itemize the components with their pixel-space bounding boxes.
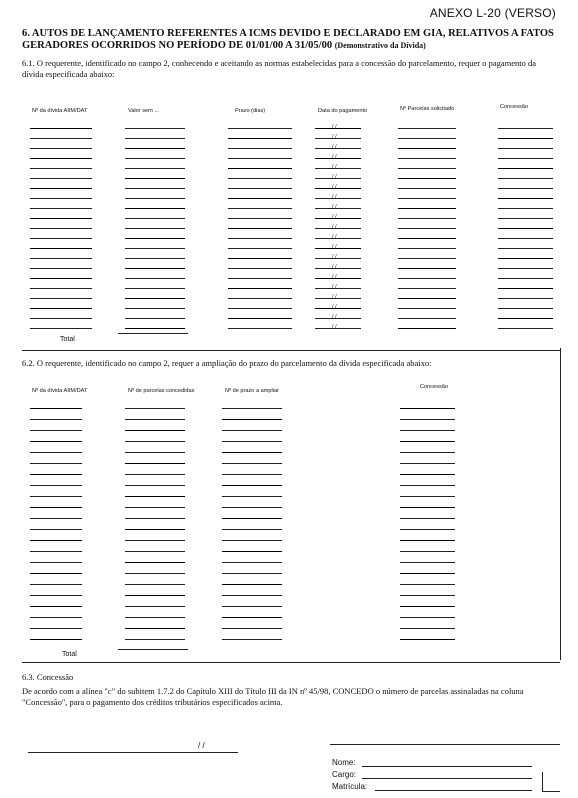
s62-row-line — [400, 562, 455, 563]
s61-row-line — [498, 158, 553, 159]
corner-mark-vertical — [542, 772, 543, 792]
s62-row-line — [125, 595, 185, 596]
s62-row-line — [30, 595, 82, 596]
s61-row-line — [228, 328, 292, 329]
s61-row-line — [398, 308, 456, 309]
s61-row-line — [125, 248, 185, 249]
s61-row-line — [315, 298, 361, 299]
s62-row-line — [30, 540, 82, 541]
s61-row-line — [30, 188, 92, 189]
s61-row-line — [30, 198, 92, 199]
s62-row-line — [222, 573, 282, 574]
s61-date-slashes: / / — [332, 214, 337, 220]
s61-row-line — [228, 168, 292, 169]
s62-row-line — [222, 518, 282, 519]
s62-row-line — [125, 606, 185, 607]
s62-row-line — [30, 573, 82, 574]
s61-row-line — [498, 148, 553, 149]
s62-row-line — [400, 639, 455, 640]
s61-row-line — [228, 248, 292, 249]
s62-row-line — [125, 496, 185, 497]
s61-date-slashes: / / — [332, 234, 337, 240]
s62-row-line — [30, 639, 82, 640]
s62-row-line — [30, 606, 82, 607]
s61-row-line — [228, 228, 292, 229]
s61-row-line — [398, 298, 456, 299]
s62-row-line — [222, 628, 282, 629]
s61-row-line — [398, 238, 456, 239]
s61-row-line — [498, 248, 553, 249]
s62-row-line — [125, 485, 185, 486]
s61-date-slashes: / / — [332, 294, 337, 300]
s62-row-line — [400, 595, 455, 596]
s61-row-line — [125, 278, 185, 279]
s62-total-label: Total — [62, 651, 77, 658]
s61-row-line — [125, 318, 185, 319]
s61-row-line — [228, 298, 292, 299]
s61-row-line — [315, 288, 361, 289]
s61-row-line — [398, 138, 456, 139]
s61-row-line — [498, 188, 553, 189]
s61-date-slashes: / / — [332, 184, 337, 190]
s61-row-line — [398, 328, 456, 329]
s62-row-line — [30, 529, 82, 530]
s61-row-line — [498, 228, 553, 229]
s62-row-line — [400, 474, 455, 475]
s61-row-line — [398, 218, 456, 219]
s61-row-line — [30, 318, 92, 319]
s62-row-line — [125, 551, 185, 552]
s61-row-line — [30, 328, 92, 329]
s61-row-line — [315, 248, 361, 249]
s62-row-line — [222, 496, 282, 497]
s61-row-line — [228, 158, 292, 159]
s61-row-line — [30, 138, 92, 139]
s61-row-line — [30, 308, 92, 309]
s62-row-line — [125, 529, 185, 530]
s61-row-line — [398, 228, 456, 229]
s62-row-line — [400, 496, 455, 497]
s61-row-line — [498, 318, 553, 319]
field-nome-label: Nome: — [332, 758, 356, 767]
s61-date-slashes: / / — [332, 304, 337, 310]
s61-row-line — [125, 218, 185, 219]
s61-date-slashes: / / — [332, 244, 337, 250]
s62-row-line — [222, 452, 282, 453]
s61-row-line — [30, 128, 92, 129]
s61-date-slashes: / / — [332, 324, 337, 330]
s62-row-line — [400, 452, 455, 453]
s61-col-concessao: Concessão — [500, 104, 528, 110]
s62-row-line — [400, 463, 455, 464]
s62-total-line — [118, 649, 188, 650]
s61-row-line — [228, 238, 292, 239]
s61-row-line — [398, 168, 456, 169]
s61-row-line — [398, 128, 456, 129]
s61-col-divida: Nº da dívida AIIM/DAT — [32, 108, 88, 114]
s61-row-line — [315, 188, 361, 189]
s61-row-line — [125, 298, 185, 299]
s61-row-line — [398, 248, 456, 249]
section-6-title-main: 6. AUTOS DE LANÇAMENTO REFERENTES A ICMS DEVIDO E DECLARADO EM GIA, RELATIVOS A FATOS GERADORES OCORRIDOS NO PERÍODO DE 01/01/00 A 31/05/00 — [22, 28, 554, 51]
s62-col-prazo: Nº de prazo a ampliar — [225, 388, 279, 394]
s62-row-line — [30, 452, 82, 453]
s61-row-line — [125, 158, 185, 159]
s62-row-line — [125, 562, 185, 563]
s61-row-line — [228, 208, 292, 209]
s62-row-line — [30, 441, 82, 442]
s62-right-border — [560, 348, 561, 660]
section-6-title — [22, 28, 557, 52]
field-matricula-line — [375, 790, 532, 791]
s62-row-line — [30, 628, 82, 629]
annex-title: ANEXO L-20 (VERSO) — [429, 6, 556, 20]
field-cargo-label: Cargo: — [332, 770, 357, 779]
section-6-3-text: De acordo com a alínea "c" do subitem 1.7.2 do Capítulo XIII do Título III da IN nº 45/98, CONCEDO o número de parcelas assinaladas na coluna "Concessão", para o pagamento dos créditos tributários especificados acima. — [22, 686, 524, 707]
s62-row-line — [222, 408, 282, 409]
s62-row-line — [125, 639, 185, 640]
s62-row-line — [222, 419, 282, 420]
s62-row-line — [400, 419, 455, 420]
s61-row-line — [125, 238, 185, 239]
field-nome-line — [362, 766, 532, 767]
s62-row-line — [222, 430, 282, 431]
s61-row-line — [315, 138, 361, 139]
s61-row-line — [315, 258, 361, 259]
s61-row-line — [498, 288, 553, 289]
s61-row-line — [498, 128, 553, 129]
s61-row-line — [228, 128, 292, 129]
s61-row-line — [398, 278, 456, 279]
s62-row-line — [125, 430, 185, 431]
s61-row-line — [498, 198, 553, 199]
s61-row-line — [125, 198, 185, 199]
s62-row-line — [222, 551, 282, 552]
s61-row-line — [228, 178, 292, 179]
s61-row-line — [315, 208, 361, 209]
s61-row-line — [498, 208, 553, 209]
s61-row-line — [228, 318, 292, 319]
s61-row-line — [125, 208, 185, 209]
s61-row-line — [498, 328, 553, 329]
s62-row-line — [222, 562, 282, 563]
s61-date-slashes: / / — [332, 284, 337, 290]
s61-row-line — [228, 148, 292, 149]
s62-bottom-border — [22, 662, 560, 663]
s62-row-line — [400, 606, 455, 607]
section-6-1-text: 6.1. O requerente, identificado no campo 2, conhecendo e aceitando as normas estabelecidas para a concessão do parcelamento, requer o pagamento da dívida especificada abaixo: — [22, 58, 537, 79]
s62-row-line — [30, 474, 82, 475]
s62-col-parcelas: Nº de parcelas concedidas — [128, 388, 195, 394]
s61-row-line — [125, 258, 185, 259]
s61-row-line — [315, 148, 361, 149]
s62-row-line — [30, 562, 82, 563]
s61-row-line — [125, 178, 185, 179]
s62-row-line — [30, 518, 82, 519]
s62-row-line — [222, 595, 282, 596]
s61-date-slashes: / / — [332, 154, 337, 160]
s62-row-line — [125, 518, 185, 519]
s62-row-line — [125, 507, 185, 508]
s61-row-line — [125, 328, 185, 329]
s62-row-line — [125, 474, 185, 475]
s61-date-slashes: / / — [332, 204, 337, 210]
s61-row-line — [228, 268, 292, 269]
signature-place-date-line — [28, 752, 238, 753]
s61-row-line — [315, 158, 361, 159]
section-6-3-heading: 6.3. Concessão — [22, 672, 74, 682]
s61-row-line — [398, 188, 456, 189]
s62-row-line — [400, 430, 455, 431]
s61-date-slashes: / / — [332, 164, 337, 170]
s61-row-line — [30, 248, 92, 249]
s62-row-line — [400, 441, 455, 442]
s61-row-line — [498, 218, 553, 219]
s62-row-line — [400, 408, 455, 409]
signature-line — [330, 744, 560, 745]
s62-row-line — [222, 606, 282, 607]
s62-row-line — [222, 485, 282, 486]
s61-row-line — [498, 238, 553, 239]
s61-row-line — [315, 228, 361, 229]
s61-row-line — [398, 208, 456, 209]
s61-row-line — [30, 168, 92, 169]
s61-row-line — [228, 258, 292, 259]
section-6-title-note: (Demonstrativo da Dívida) — [334, 41, 426, 50]
s61-row-line — [315, 238, 361, 239]
s61-row-line — [315, 308, 361, 309]
s62-col-divida: Nº da dívida AIIM/DAT — [32, 388, 88, 394]
s62-row-line — [222, 540, 282, 541]
s62-row-line — [400, 551, 455, 552]
s61-row-line — [30, 148, 92, 149]
s62-row-line — [222, 474, 282, 475]
s61-row-line — [398, 158, 456, 159]
s61-col-prazo: Prazo (dias) — [235, 108, 266, 114]
s62-row-line — [125, 617, 185, 618]
s62-row-line — [400, 617, 455, 618]
s61-row-line — [315, 168, 361, 169]
s62-row-line — [30, 584, 82, 585]
s61-row-line — [315, 198, 361, 199]
s62-row-line — [30, 551, 82, 552]
s61-date-slashes: / / — [332, 174, 337, 180]
s62-row-line — [30, 463, 82, 464]
s61-row-line — [498, 178, 553, 179]
s61-row-line — [30, 228, 92, 229]
s62-row-line — [30, 507, 82, 508]
s61-row-line — [30, 278, 92, 279]
s61-row-line — [125, 128, 185, 129]
s61-row-line — [498, 308, 553, 309]
s62-row-line — [125, 540, 185, 541]
s61-date-slashes: / / — [332, 144, 337, 150]
s61-row-line — [30, 208, 92, 209]
s61-row-line — [498, 278, 553, 279]
s62-row-line — [222, 639, 282, 640]
signature-date-marks: / / — [198, 741, 205, 750]
s62-row-line — [30, 419, 82, 420]
s61-row-line — [125, 228, 185, 229]
s61-row-line — [315, 278, 361, 279]
s61-row-line — [228, 308, 292, 309]
s62-row-line — [30, 408, 82, 409]
s61-col-valor: Valor sem ... — [128, 108, 159, 114]
s62-row-line — [400, 584, 455, 585]
s62-row-line — [400, 507, 455, 508]
s61-row-line — [125, 138, 185, 139]
s61-row-line — [498, 298, 553, 299]
s62-row-line — [400, 628, 455, 629]
s62-row-line — [400, 573, 455, 574]
s62-row-line — [125, 452, 185, 453]
s62-row-line — [30, 485, 82, 486]
s61-date-slashes: / / — [332, 194, 337, 200]
s61-row-line — [498, 268, 553, 269]
s61-row-line — [398, 178, 456, 179]
s61-date-slashes: / / — [332, 314, 337, 320]
s62-row-line — [30, 430, 82, 431]
s61-date-slashes: / / — [332, 274, 337, 280]
s62-row-line — [125, 463, 185, 464]
s62-row-line — [222, 617, 282, 618]
s61-row-line — [498, 168, 553, 169]
s61-date-slashes: / / — [332, 224, 337, 230]
s61-row-line — [228, 138, 292, 139]
s62-row-line — [222, 507, 282, 508]
s62-row-line — [222, 529, 282, 530]
s61-row-line — [315, 318, 361, 319]
s61-row-line — [125, 148, 185, 149]
s62-row-line — [125, 584, 185, 585]
s62-row-line — [400, 518, 455, 519]
s62-row-line — [125, 628, 185, 629]
s61-row-line — [398, 288, 456, 289]
s61-row-line — [125, 188, 185, 189]
s61-row-line — [30, 238, 92, 239]
s61-row-line — [228, 218, 292, 219]
s62-row-line — [400, 485, 455, 486]
s62-top-border — [22, 350, 560, 351]
s61-row-line — [398, 258, 456, 259]
s61-row-line — [315, 218, 361, 219]
s61-row-line — [498, 258, 553, 259]
s61-row-line — [30, 158, 92, 159]
s62-row-line — [222, 441, 282, 442]
s61-total-label: Total — [60, 336, 75, 343]
s62-row-line — [222, 463, 282, 464]
s62-col-concessao: Concessão — [420, 384, 448, 390]
s61-col-data: Data do pagamento — [318, 108, 368, 114]
s61-date-slashes: / / — [332, 254, 337, 260]
s61-row-line — [398, 198, 456, 199]
corner-mark-horizontal — [542, 791, 560, 792]
s61-row-line — [30, 268, 92, 269]
s61-row-line — [315, 268, 361, 269]
s61-total-line — [118, 333, 188, 334]
s62-row-line — [125, 419, 185, 420]
s61-row-line — [315, 178, 361, 179]
s62-row-line — [400, 529, 455, 530]
s61-row-line — [30, 178, 92, 179]
s61-date-slashes: / / — [332, 264, 337, 270]
s61-row-line — [125, 288, 185, 289]
s61-row-line — [30, 298, 92, 299]
s61-date-slashes: / / — [332, 134, 337, 140]
s61-row-line — [398, 268, 456, 269]
s61-row-line — [125, 268, 185, 269]
s61-row-line — [498, 138, 553, 139]
s61-row-line — [30, 288, 92, 289]
s61-row-line — [398, 318, 456, 319]
s61-row-line — [228, 278, 292, 279]
s61-row-line — [398, 148, 456, 149]
s62-row-line — [30, 496, 82, 497]
s61-row-line — [228, 198, 292, 199]
field-cargo-line — [362, 778, 532, 779]
s61-row-line — [30, 258, 92, 259]
s61-row-line — [315, 328, 361, 329]
s62-row-line — [30, 617, 82, 618]
s62-row-line — [125, 441, 185, 442]
s61-col-parcelas: Nº Parcelas solicitado — [400, 106, 455, 112]
s62-row-line — [125, 573, 185, 574]
s61-date-slashes: / / — [332, 124, 337, 130]
section-6-2-text: 6.2. O requerente, identificado no campo 2, requer a ampliação do prazo do parcelamento da dívida especificada abaixo: — [22, 358, 432, 368]
s62-row-line — [400, 540, 455, 541]
s62-row-line — [222, 584, 282, 585]
field-matricula-label: Matrícula: — [332, 782, 368, 791]
s61-row-line — [228, 288, 292, 289]
s61-row-line — [315, 128, 361, 129]
s61-row-line — [228, 188, 292, 189]
s61-row-line — [125, 308, 185, 309]
s61-row-line — [125, 168, 185, 169]
s62-row-line — [125, 408, 185, 409]
s61-row-line — [30, 218, 92, 219]
